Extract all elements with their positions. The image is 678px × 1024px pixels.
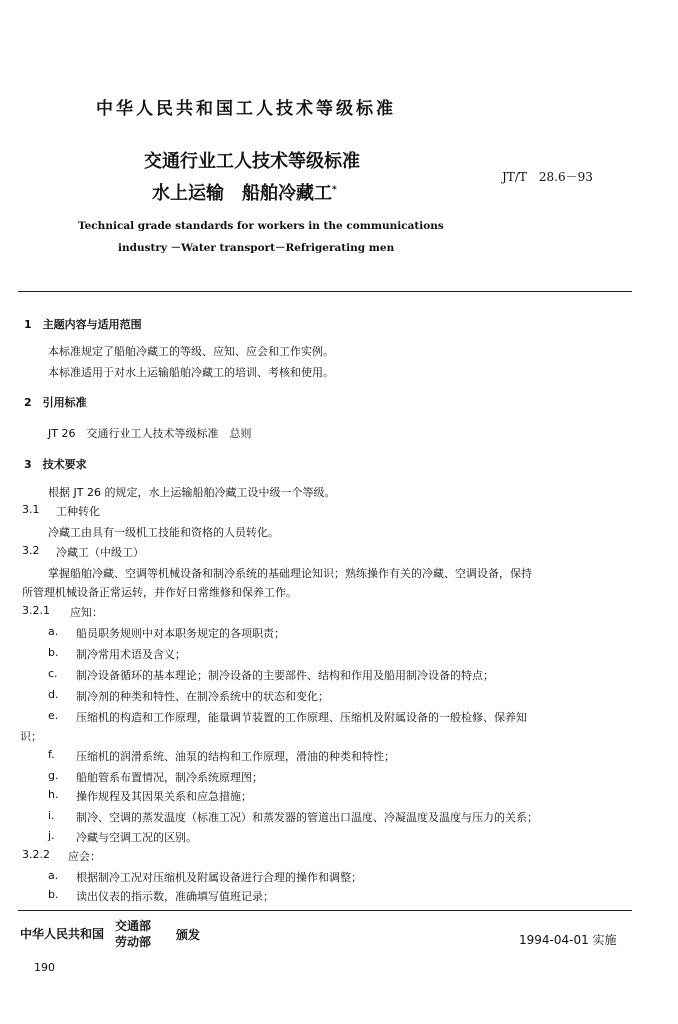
list-item-label: b.	[48, 646, 59, 659]
section-3-2-paragraph-line2: 所管理机械设备正常运转，并作好日常维修和保养工作。	[22, 586, 297, 599]
section-3-1-paragraph: 冷藏工由具有一级机工技能和资格的人员转化。	[48, 526, 279, 539]
section-3-2-number: 3.2	[22, 544, 40, 557]
section-1-title: 1 主题内容与适用范围	[24, 318, 142, 331]
list-item-label: h.	[48, 788, 59, 801]
list-item-label: b.	[48, 888, 59, 901]
issue-word: 颁发	[176, 928, 201, 942]
section-2-title: 2 引用标准	[24, 396, 87, 409]
ministry-labour: 劳动部	[115, 935, 152, 949]
list-item-label: a.	[48, 869, 59, 882]
list-item-text: 压缩机的润滑系统、油泵的结构和工作原理，滑油的种类和特性；	[76, 750, 395, 763]
list-item-continuation: 识；	[20, 730, 42, 743]
list-item-text: 压缩机的构造和工作原理，能量调节装置的工作原理、压缩机及附属设备的一般检修、保养知	[76, 711, 527, 724]
header-divider	[18, 291, 632, 292]
english-title-line2: industry －Water transport－Refrigerating men	[118, 242, 395, 254]
document-title-line1: 交通行业工人技术等级标准	[144, 151, 360, 172]
section-3-2-title: 冷藏工（中级工）	[56, 546, 144, 559]
section-3-2-1-number: 3.2.1	[22, 604, 50, 617]
list-item-label: i.	[48, 809, 55, 822]
standard-code: JT/T 28.6－93	[502, 170, 593, 184]
issuer-country: 中华人民共和国	[20, 927, 105, 941]
section-3-2-1-title: 应知：	[70, 606, 103, 619]
english-title-line1: Technical grade standards for workers in the communications	[78, 220, 444, 232]
section-3-2-2-title: 应会：	[68, 850, 101, 863]
section-3-2-2-number: 3.2.2	[22, 848, 50, 861]
list-item-text: 根据制冷工况对压缩机及附属设备进行合理的操作和调整；	[76, 871, 362, 884]
list-item-text: 船舶管系布置情况，制冷系统原理图；	[76, 771, 263, 784]
list-item-label: c.	[48, 667, 58, 680]
section-2-reference: JT 26 交通行业工人技术等级标准 总则	[48, 427, 252, 440]
national-standard-heading: 中华人民共和国工人技术等级标准	[96, 99, 396, 119]
page-number: 190	[34, 961, 55, 974]
list-item-text: 制冷设备循环的基本理论；制冷设备的主要部件、结构和作用及船用制冷设备的特点；	[76, 669, 494, 682]
list-item-label: d.	[48, 688, 59, 701]
section-3-1-number: 3.1	[22, 503, 40, 516]
ministry-transport: 交通部	[115, 919, 152, 933]
section-3-1-title: 工种转化	[56, 505, 100, 518]
implementation-date: 1994-04-01 实施	[519, 933, 617, 947]
title-footnote-mark: *	[332, 185, 337, 195]
issuing-ministries	[115, 918, 151, 950]
document-title-line2-text: 水上运输 船舶冷藏工	[152, 183, 332, 204]
list-item-text: 操作规程及其因果关系和应急措施；	[76, 790, 252, 803]
list-item-label: j.	[48, 829, 55, 842]
list-item-text: 制冷、空调的蒸发温度（标准工况）和蒸发器的管道出口温度、冷凝温度及温度与压力的关系；	[76, 811, 538, 824]
list-item-text: 船员职务规则中对本职务规定的各项职责；	[76, 627, 285, 640]
list-item-text: 冷藏与空调工况的区别。	[76, 831, 197, 844]
list-item-label: e.	[48, 709, 59, 722]
section-3-2-paragraph-line1: 掌握船舶冷藏、空调等机械设备和制冷系统的基础理论知识；熟练操作有关的冷藏、空调设备，保持	[48, 567, 532, 580]
list-item-text: 制冷剂的种类和特性、在制冷系统中的状态和变化；	[76, 690, 329, 703]
document-title-line2	[152, 179, 337, 205]
list-item-text: 读出仪表的指示数，准确填写值班记录；	[76, 890, 274, 903]
list-item-label: g.	[48, 769, 59, 782]
section-1-paragraph-2: 本标准适用于对水上运输船舶冷藏工的培训、考核和使用。	[48, 366, 334, 379]
section-3-paragraph: 根据 JT 26 的规定，水上运输船舶冷藏工设中级一个等级。	[48, 486, 336, 499]
list-item-text: 制冷常用术语及含义；	[76, 648, 186, 661]
section-1-paragraph-1: 本标准规定了船舶冷藏工的等级、应知、应会和工作实例。	[48, 345, 334, 358]
list-item-label: f.	[48, 748, 55, 761]
footer-divider	[18, 910, 632, 911]
list-item-label: a.	[48, 625, 59, 638]
section-3-title: 3 技术要求	[24, 458, 87, 471]
